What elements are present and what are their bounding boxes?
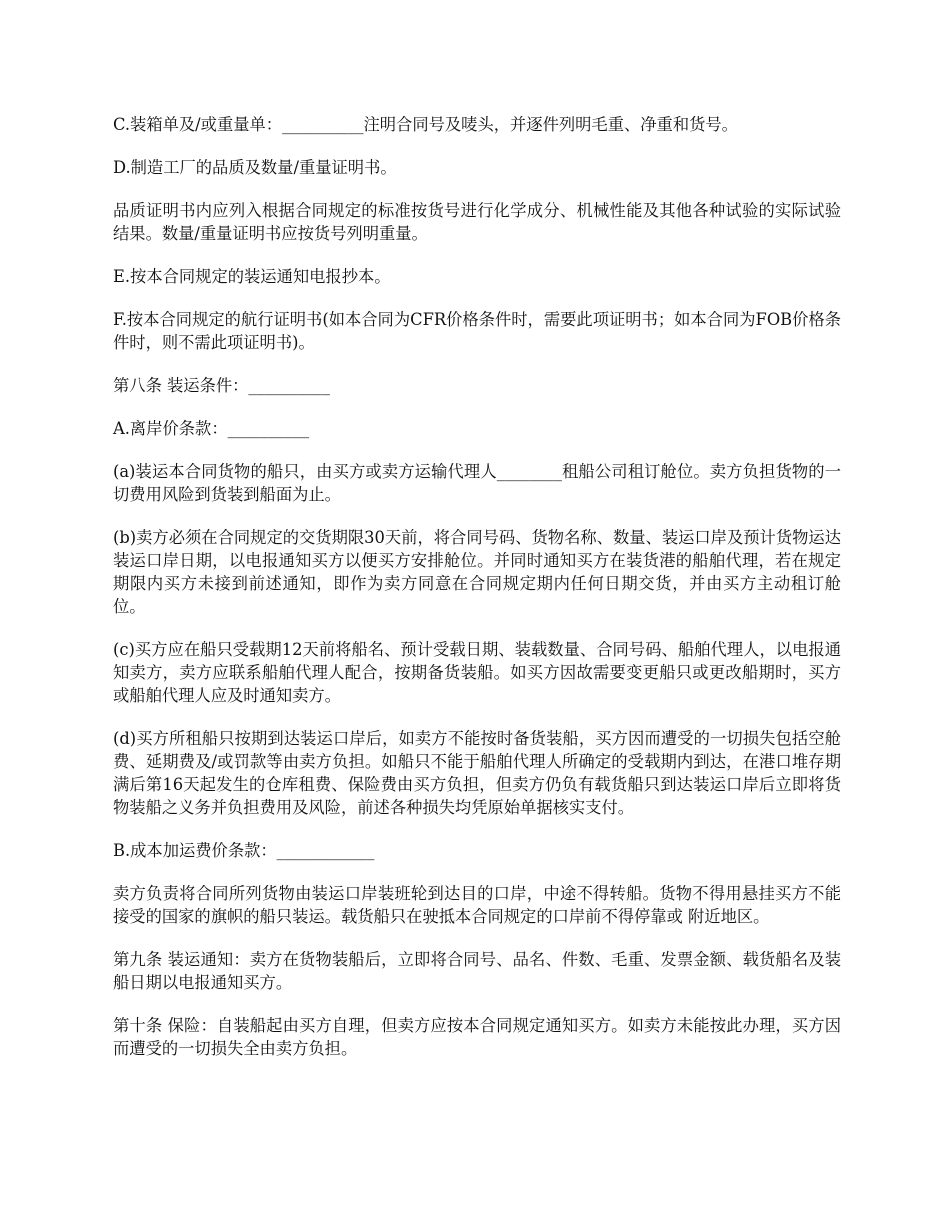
document-page (113, 113, 841, 1080)
clause-a-item-a: (a)装运本合同货物的船只，由买方或卖方运输代理人________租船公司租订舱位。卖方负担货物的一切费用风险到货装到船面为止。 (113, 462, 841, 504)
clause-a-item-d: (d)买方所租船只按期到达装运口岸后，如卖方不能按时备货装船，买方因而遭受的一切损失包括空舱费、延期费及/或罚款等由卖方负担。如船只不能于船舶代理人所确定的受载期内到达，在港口堆存期满后第16天起发生的仓库租费、保险费由买方负担，但卖方仍负有载货船只到达装运口岸后立即将货物装船之义务并负担费用及风险，前述各种损失均凭原始单据核实支付。 (113, 729, 841, 817)
clause-b-body: 卖方负责将合同所列货物由装运口岸装班轮到达目的口岸，中途不得转船。货物不得用悬挂买方不能接受的国家的旗帜的船只装运。载货船只在驶抵本合同规定的口岸前不得停靠或 附近地区。 (113, 884, 841, 926)
article-9-shipping-advice: 第九条 装运通知：卖方在货物装船后，立即将合同号、品名、件数、毛重、发票金额、载货船名及装船日期以电报通知买方。 (113, 950, 841, 992)
clause-a-item-c: (c)买方应在船只受载期12天前将船名、预计受载日期、装载数量、合同号码、船舶代理人，以电报通知卖方，卖方应联系船舶代理人配合，按期备货装船。如买方因故需要变更船只或更改船期时，买方或船舶代理人应及时通知卖方。 (113, 640, 841, 705)
clause-e-shipping-advice-copy: E.按本合同规定的装运通知电报抄本。 (113, 267, 391, 286)
clause-f-navigation-certificate: F.按本合同规定的航行证明书(如本合同为CFR价格条件时，需要此项证明书；如本合同为FOB价格条件时，则不需此项证明书)。 (113, 310, 841, 352)
article-8-heading: 第八条 装运条件：__________ (113, 376, 330, 395)
clause-a-fob-terms: A.离岸价条款：__________ (113, 419, 310, 438)
clause-d-manufacturer-certificate: D.制造工厂的品质及数量/重量证明书。 (113, 158, 397, 177)
clause-b-cfr-terms: B.成本加运费价条款：____________ (113, 841, 375, 860)
article-10-insurance: 第十条 保险：自装船起由买方自理，但卖方应按本合同规定通知买方。如卖方未能按此办理，买方因而遭受的一切损失全由卖方负担。 (113, 1016, 841, 1058)
quality-certificate-note: 品质证明书内应列入根据合同规定的标准按货号进行化学成分、机械性能及其他各种试验的实际试验结果。数量/重量证明书应按货号列明重量。 (113, 201, 841, 243)
clause-c-packing-list: C.装箱单及/或重量单：__________注明合同号及唛头，并逐件列明毛重、净重和货号。 (113, 115, 738, 134)
clause-a-item-b: (b)卖方必须在合同规定的交货期限30天前，将合同号码、货物名称、数量、装运口岸及预计货物运达装运口岸日期，以电报通知买方以便买方安排舱位。并同时通知买方在装货港的船舶代理，若在规定期限内买方未接到前述通知，即作为卖方同意在合同规定期内任何日期交货，并由买方主动租订舱位。 (113, 528, 841, 616)
